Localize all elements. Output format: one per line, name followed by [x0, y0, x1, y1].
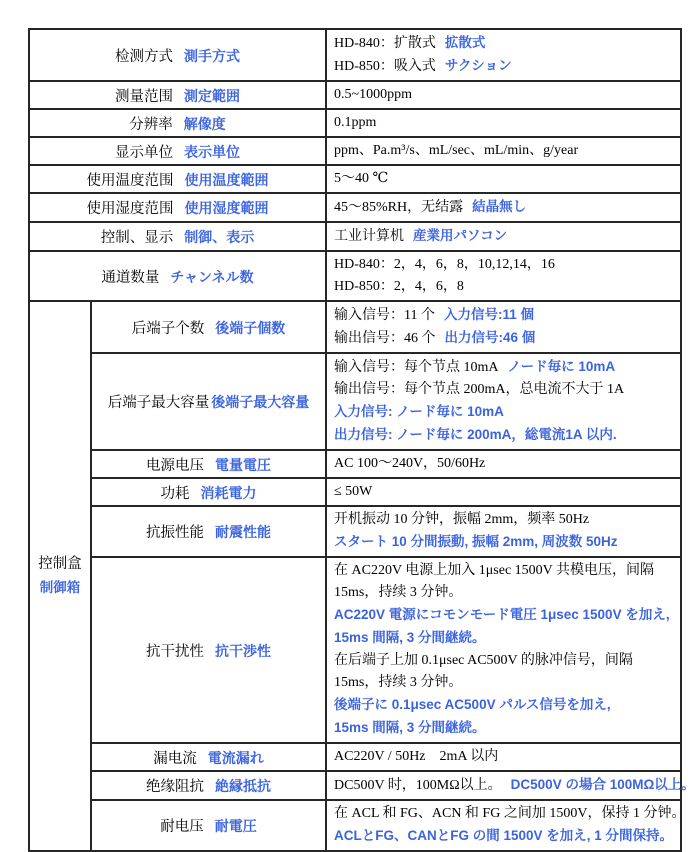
text-japanese: 拡散式: [444, 35, 486, 50]
text-japanese: 出力信号:46 個: [444, 330, 536, 345]
text-chinese: 在后端子上加 0.1μsec AC500V 的脉冲信号，间隔: [334, 653, 633, 668]
value-line: [334, 453, 673, 475]
value-line: [334, 481, 673, 503]
text-chinese: 后端子最大容量: [107, 395, 210, 411]
text-chinese: 绝缘阻抗: [146, 779, 204, 795]
value-cell: [326, 193, 681, 222]
value-line: [334, 356, 673, 379]
spec-row-power-consumption: [29, 478, 681, 506]
spec-row-control-display: [29, 222, 681, 251]
value-line: [334, 84, 673, 106]
value-line: [334, 746, 673, 768]
label-cell-display-units: [29, 137, 326, 165]
text-chinese: ppm、Pa.m³/s、mL/sec、mL/min、g/year: [334, 143, 579, 158]
value-cell: [326, 301, 681, 353]
value-line: [334, 582, 673, 604]
value-cell: [326, 450, 681, 478]
label-cell-vibration-resistance: [91, 506, 326, 557]
text-chinese: HD-840：扩散式: [334, 36, 436, 51]
spec-table: [28, 28, 695, 852]
text-chinese: 显示单位: [115, 144, 173, 161]
text-japanese: 結晶無し: [472, 199, 527, 214]
value-line: [334, 327, 673, 350]
text-japanese: 15ms 間隔, 3 分間継続。: [334, 630, 486, 645]
text-japanese: 使用温度範囲: [184, 171, 269, 188]
spec-row-display-units: [29, 137, 681, 165]
text-chinese: HD-850：2，4，6，8: [334, 279, 464, 294]
text-japanese: 入力信号:11 個: [443, 307, 535, 322]
text-chinese: 控制、显示: [100, 230, 174, 246]
text-japanese: チャンネル数: [170, 268, 254, 285]
text-japanese: DC500V の場合 100MΩ以上。: [510, 777, 695, 792]
text-chinese: AC220V / 50Hz 2mA 以内: [334, 749, 499, 764]
value-cell: [326, 771, 695, 800]
text-japanese: スタート 10 分間振動, 振幅 2mm, 周波数 50Hz: [334, 534, 618, 549]
text-chinese: 使用温度范围: [86, 172, 174, 189]
text-japanese: 電流漏れ: [207, 749, 264, 766]
text-chinese: 输出信号：每个节点 200mA，总电流不大于 1A: [334, 382, 625, 397]
value-cell: [326, 251, 681, 301]
text-chinese: 工业计算机: [334, 229, 404, 244]
text-japanese: 後端子に 0.1μsec AC500V パルス信号を加え,: [334, 697, 611, 712]
value-line: [334, 560, 673, 582]
value-cell: [326, 506, 681, 557]
text-japanese: AC220V 電源にコモンモード電圧 1μsec 1500V を加え,: [334, 607, 670, 622]
value-line: [334, 379, 673, 401]
value-cell: [326, 743, 681, 771]
text-chinese: 后端子个数: [131, 320, 205, 337]
value-cell: [326, 81, 681, 109]
spec-row-operating-temperature-range: [29, 165, 681, 193]
text-japanese: 解像度: [183, 115, 226, 132]
spec-row-detection-method: [29, 29, 681, 81]
value-line: [334, 825, 673, 848]
label-cell-rear-terminal-count: [91, 301, 326, 353]
text-japanese: 制御、表示: [184, 229, 255, 245]
label-cell-control-display: [29, 222, 326, 251]
value-line: [334, 140, 673, 162]
text-japanese: 後端子最大容量: [211, 394, 310, 410]
spec-row-measuring-range: [29, 81, 681, 109]
value-cell: [326, 137, 681, 165]
text-japanese: 耐電圧: [214, 818, 257, 834]
spec-row-withstand-voltage: [29, 800, 681, 851]
value-line: [334, 774, 695, 797]
spec-row-channel-count: [29, 251, 681, 301]
text-chinese: 输出信号：46 个: [334, 331, 436, 346]
value-cell: [326, 800, 686, 851]
value-line: [334, 650, 673, 672]
spec-row-rear-terminal-count: [29, 301, 681, 353]
value-line: [334, 424, 673, 447]
label-cell-insulation-resistance: [91, 771, 326, 800]
text-japanese: ノード毎に 10mA: [507, 359, 616, 374]
text-chinese: 0.1ppm: [334, 115, 377, 130]
text-chinese: 15ms，持续 3 分钟。: [334, 585, 463, 600]
text-chinese: 功耗: [160, 485, 190, 502]
group-label-chinese: [32, 552, 88, 576]
value-line: [334, 276, 673, 298]
label-cell-channel-count: [29, 251, 326, 301]
text-chinese: 在 ACL 和 FG、ACN 和 FG 之间加 1500V，保持 1 分钟。: [334, 806, 686, 821]
text-japanese: 耐震性能: [215, 524, 271, 540]
text-chinese: ≤ 50W: [334, 484, 373, 499]
label-cell-interference-resistance: [91, 557, 326, 743]
value-line: [334, 32, 673, 55]
text-chinese: 分辨率: [129, 116, 173, 133]
text-chinese: 电源电压: [146, 457, 204, 474]
value-cell: [326, 109, 681, 137]
text-japanese: 絶縁抵抗: [215, 778, 271, 794]
text-chinese: 检测方式: [115, 48, 173, 65]
text-japanese: 抗干渉性: [215, 642, 271, 659]
value-line: [334, 55, 673, 78]
spec-row-vibration-resistance: [29, 506, 681, 557]
value-line: [334, 254, 673, 276]
text-japanese: 産業用パソコン: [413, 228, 508, 243]
label-cell-power-consumption: [91, 478, 326, 506]
text-japanese: 制御箱: [39, 580, 81, 595]
text-japanese: 後端子個数: [215, 319, 286, 336]
text-chinese: 使用湿度范围: [86, 201, 174, 217]
text-chinese: 输入信号：每个节点 10mA: [334, 360, 499, 375]
value-line: [334, 225, 673, 248]
value-line: [334, 694, 673, 717]
spec-row-resolution: [29, 109, 681, 137]
value-line: [334, 627, 673, 650]
spec-row-interference-resistance: [29, 557, 681, 743]
text-chinese: 漏电流: [153, 750, 197, 767]
value-cell: [326, 222, 681, 251]
label-cell-rear-terminal-max-capacity: [91, 353, 326, 450]
text-chinese: DC500V 时，100MΩ以上。: [334, 778, 502, 793]
text-chinese: 45～85%RH，无结露: [334, 200, 464, 215]
text-chinese: 15ms，持续 3 分钟。: [334, 675, 463, 690]
text-chinese: 抗干扰性: [146, 643, 204, 660]
value-line: [334, 112, 673, 134]
text-chinese: 开机振动 10 分钟，振幅 2mm，频率 50Hz: [334, 512, 590, 527]
value-cell: [326, 29, 681, 81]
text-chinese: 耐电压: [160, 819, 204, 835]
text-japanese: 15ms 間隔, 3 分間継続。: [334, 720, 486, 735]
text-chinese: 抗振性能: [146, 525, 204, 541]
text-japanese: 消耗電力: [200, 484, 257, 501]
text-chinese: HD-850：吸入式: [334, 59, 436, 74]
text-japanese: 電量電圧: [215, 456, 271, 473]
value-line: [334, 509, 673, 531]
value-cell: [326, 353, 681, 450]
text-japanese: 使用湿度範囲: [184, 200, 269, 216]
value-line: [334, 168, 673, 190]
text-japanese: 測定範囲: [184, 87, 240, 104]
text-japanese: 測手方式: [184, 47, 240, 64]
value-cell: [326, 557, 681, 743]
text-chinese: HD-840：2，4，6，8，10,12,14，16: [334, 257, 555, 272]
text-chinese: 输入信号：11 个: [334, 308, 435, 323]
text-japanese: ACLとFG、CANとFG の間 1500V を加え, 1 分間保持。: [334, 828, 674, 843]
spec-row-power-voltage: [29, 450, 681, 478]
text-chinese: 5～40 ℃: [334, 171, 389, 186]
text-chinese: 控制盒: [38, 556, 82, 572]
value-line: [334, 401, 673, 424]
group-cell-control-box: [29, 301, 91, 851]
label-cell-detection-method: [29, 29, 326, 81]
value-line: [334, 304, 673, 327]
text-chinese: 测量范围: [115, 88, 173, 105]
value-line: [334, 803, 686, 825]
text-chinese: AC 100～240V，50/60Hz: [334, 456, 486, 471]
text-chinese: 通道数量: [101, 269, 160, 286]
spec-row-operating-humidity-range: [29, 193, 681, 222]
text-chinese: 在 AC220V 电源上加入 1μsec 1500V 共模电压，间隔: [334, 563, 655, 578]
value-line: [334, 604, 673, 627]
label-cell-power-voltage: [91, 450, 326, 478]
value-cell: [326, 478, 681, 506]
group-label-japanese: [32, 576, 88, 600]
value-line: [334, 717, 673, 740]
text-japanese: 表示単位: [184, 143, 240, 160]
spec-row-rear-terminal-max-capacity: [29, 353, 681, 450]
label-cell-operating-humidity-range: [29, 193, 326, 222]
label-cell-resolution: [29, 109, 326, 137]
spec-table-body: [29, 29, 695, 851]
text-chinese: 0.5~1000ppm: [334, 87, 412, 102]
spec-row-leakage-current: [29, 743, 681, 771]
text-japanese: 出力信号: ノード毎に 200mA，総電流1A 以内.: [334, 427, 617, 442]
text-japanese: サクション: [444, 58, 512, 73]
label-cell-withstand-voltage: [91, 800, 326, 851]
label-cell-leakage-current: [91, 743, 326, 771]
value-line: [334, 672, 673, 694]
spec-row-insulation-resistance: [29, 771, 681, 800]
label-cell-operating-temperature-range: [29, 165, 326, 193]
value-line: [334, 531, 673, 554]
value-line: [334, 196, 673, 219]
text-japanese: 入力信号: ノード毎に 10mA: [334, 404, 504, 419]
label-cell-measuring-range: [29, 81, 326, 109]
value-cell: [326, 165, 681, 193]
